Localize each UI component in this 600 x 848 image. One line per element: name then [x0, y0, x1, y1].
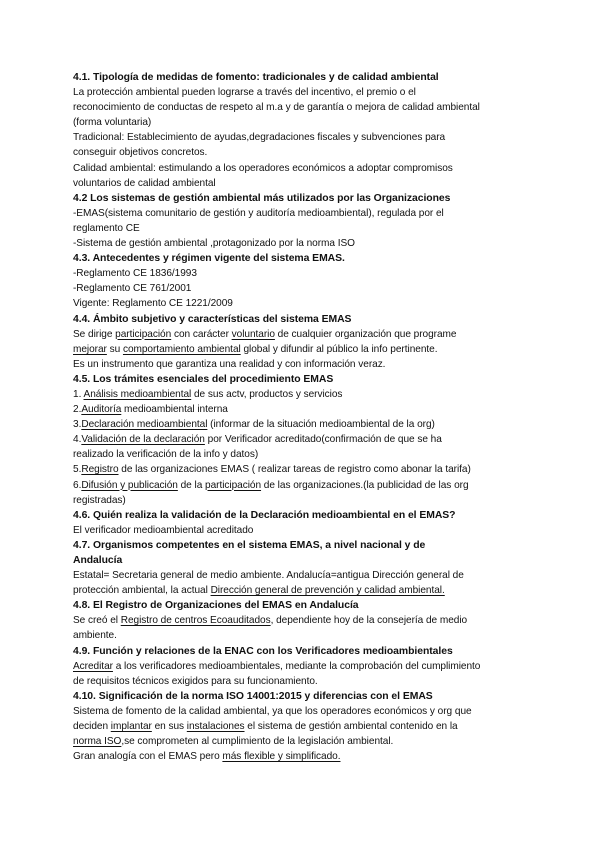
text-run: el sistema de gestión ambiental contenido en la [244, 721, 458, 733]
text-run: Gran analogía con el EMAS pero [73, 751, 223, 763]
section-4-5-item-3 [73, 417, 560, 432]
section-4-6-heading: 4.6. Quién realiza la validación de la Declaración medioambiental en el EMAS? [73, 509, 456, 521]
section-4-10-line-1: Sistema de fomento de la calidad ambiental, ya que los operadores económicos y org que [73, 705, 472, 717]
text-run: 3. [73, 419, 82, 431]
underlined-term: Registro de centros Ecoauditados [120, 615, 271, 627]
underlined-term: Dirección general de prevención y calidad ambiental. [210, 585, 445, 597]
section-4-9-line-2: de requisitos técnicos exigidos para su funcionamiento. [73, 675, 318, 687]
section-4-10-line-3 [73, 734, 560, 749]
text-run: con carácter [171, 328, 232, 340]
section-4-7-line-1: Estatal= Secretaria general de medio ambiente. Andalucía=antigua Dirección general de [73, 570, 464, 582]
underlined-term: participación [115, 328, 172, 340]
section-4-10-line-2 [73, 719, 560, 734]
underlined-term: Auditoría [81, 404, 122, 416]
section-4-5-item-4 [73, 432, 560, 447]
section-4-7-line-2 [73, 583, 560, 598]
section-4-3-line-3: Vigente: Reglamento CE 1221/2009 [73, 298, 233, 310]
section-4-2-line-2: reglamento CE [73, 222, 140, 234]
underlined-term: implantar [110, 721, 152, 733]
section-4-4-heading: 4.4. Ámbito subjetivo y características del sistema EMAS [73, 313, 352, 325]
text-run: medioambiental interna [121, 404, 228, 416]
section-4-2-line-1: -EMAS(sistema comunitario de gestión y auditoría medioambiental), regulada por el [73, 207, 444, 219]
section-4-5-item-4-cont: realizado la verificación de la info y datos) [73, 449, 259, 461]
text-run: de cualquier organización que programe [274, 328, 457, 340]
text-run: protección ambiental, la actual [73, 585, 211, 597]
section-4-9-line-1 [73, 659, 560, 674]
section-4-1-line-4: Tradicional: Establecimiento de ayudas,degradaciones fiscales y subvenciones para [73, 132, 446, 144]
text-run: 1. [73, 388, 84, 400]
underlined-term: más flexible y simplificado. [222, 751, 341, 763]
section-4-1-line-2: reconocimiento de conductas de respeto al m.a y de garantía o mejora de calidad ambiental [73, 102, 480, 114]
section-4-1-line-6: Calidad ambiental: estimulando a los operadores económicos a adoptar compromisos [73, 162, 453, 174]
text-run: (informar de la situación medioambiental de la org) [207, 419, 435, 431]
section-4-9-heading: 4.9. Función y relaciones de la ENAC con los Verificadores medioambientales [73, 645, 453, 657]
text-run: 2. [73, 404, 82, 416]
section-4-3-heading: 4.3. Antecedentes y régimen vigente del sistema EMAS. [73, 253, 345, 265]
section-4-1-line-3: (forma voluntaria) [73, 117, 152, 129]
text-run: ,se comprometen al cumplimiento de la legislación ambiental. [121, 736, 394, 748]
underlined-term: Registro [81, 464, 119, 476]
section-4-8-line-2: ambiente. [73, 630, 117, 642]
text-run: Se dirige [73, 328, 116, 340]
text-run: de las organizaciones.(la publicidad de las org [261, 479, 469, 491]
text-run: , dependiente hoy de la consejería de medio [270, 615, 468, 627]
section-4-8-line-1 [73, 613, 560, 628]
underlined-term: norma ISO [73, 736, 122, 748]
text-run: global y difundir al público la info pertinente. [240, 343, 438, 355]
underlined-term: participación [205, 479, 262, 491]
text-run: por Verificador acreditado(confirmación de que se ha [204, 434, 442, 446]
underlined-term: Acreditar [73, 660, 113, 672]
section-4-7-heading-cont: Andalucía [73, 555, 123, 566]
text-run: su [106, 343, 123, 355]
text-run: 5. [73, 464, 82, 476]
text-run: 4. [73, 434, 82, 446]
section-4-3-line-2: -Reglamento CE 761/2001 [73, 283, 192, 295]
section-4-4-line-3: Es un instrumento que garantiza una realidad y con información veraz. [73, 358, 386, 370]
section-4-2-line-3: -Sistema de gestión ambiental ,protagonizado por la norma ISO [73, 238, 355, 250]
section-4-5-heading: 4.5. Los trámites esenciales del procedimiento EMAS [73, 373, 334, 385]
underlined-term: Declaración medioambiental [81, 419, 208, 431]
section-4-10-line-4 [73, 749, 560, 764]
section-4-1-line-5: conseguir objetivos concretos. [73, 147, 208, 159]
section-4-7-heading: 4.7. Organismos competentes en el sistema EMAS, a nivel nacional y de [73, 539, 426, 551]
underlined-term: comportamiento ambiental [122, 343, 241, 355]
section-4-5-item-5 [73, 462, 560, 477]
text-run: de las organizaciones EMAS ( realizar tareas de registro como abonar la tarifa) [118, 464, 471, 476]
text-run: de sus actv, productos y servicios [191, 388, 343, 400]
section-4-10-heading: 4.10. Significación de la norma ISO 14001:2015 y diferencias con el EMAS [73, 690, 433, 702]
section-4-5-item-2 [73, 402, 560, 417]
text-run: de la [177, 479, 206, 491]
section-4-1-line-7: voluntarios de calidad ambiental [73, 177, 216, 189]
underlined-term: Validación de la declaración [81, 434, 205, 446]
section-4-5-item-1 [73, 387, 560, 402]
text-run: Se creó el [73, 615, 121, 627]
section-4-5-item-6 [73, 478, 560, 493]
section-4-4-line-2 [73, 342, 560, 357]
section-4-5-item-6-cont: registradas) [73, 494, 126, 506]
section-4-1-heading: 4.1. Tipología de medidas de fomento: tradicionales y de calidad ambiental [73, 72, 439, 83]
underlined-term: instalaciones [186, 721, 245, 733]
underlined-term: mejorar [73, 343, 107, 355]
text-run: en sus [151, 721, 187, 733]
section-4-2-heading: 4.2 Los sistemas de gestión ambiental más utilizados por las Organizaciones [73, 192, 451, 204]
section-4-1-line-1: La protección ambiental pueden lograrse a través del incentivo, el premio o el [73, 87, 416, 99]
text-run: 6. [73, 479, 82, 491]
section-4-6-line-1: El verificador medioambiental acreditado [73, 524, 254, 536]
underlined-term: Análisis medioambiental [83, 388, 192, 400]
text-run: deciden [73, 721, 111, 733]
text-run: a los verificadores medioambientales, mediante la comprobación del cumplimiento [112, 660, 481, 672]
underlined-term: Difusión y publicación [81, 479, 178, 491]
section-4-4-line-1 [73, 327, 560, 342]
section-4-8-heading: 4.8. El Registro de Organizaciones del EMAS en Andalucía [73, 600, 359, 612]
section-4-3-line-1: -Reglamento CE 1836/1993 [73, 268, 197, 280]
underlined-term: voluntario [231, 328, 275, 340]
